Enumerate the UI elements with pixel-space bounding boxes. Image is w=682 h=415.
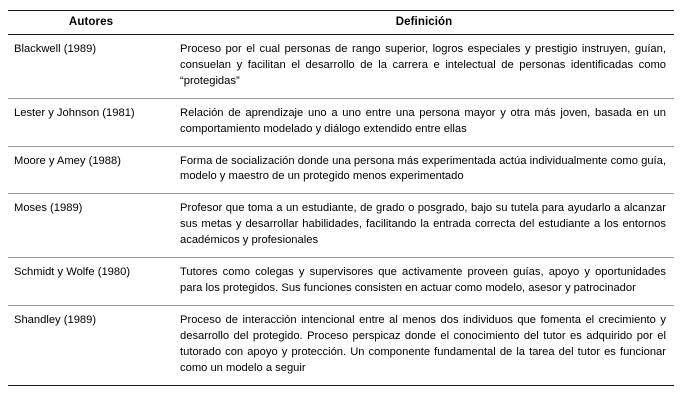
cell-definicion: Forma de socialización donde una persona más experimentada actúa individualmente como guía, modelo y maestro de un protegido menos experimentado (174, 146, 674, 194)
cell-autor: Lester y Johnson (1981) (8, 98, 174, 146)
table-row (8, 258, 674, 306)
column-header-autores-label: Autores (68, 16, 114, 28)
cell-definicion: Relación de aprendizaje uno a uno entre una persona mayor y otra más joven, basada en un comportamiento modelado y diálogo extendido entre ellas (174, 98, 674, 146)
table-row (8, 98, 674, 146)
cell-autor: Moore y Amey (1988) (8, 146, 174, 194)
column-header-autores (8, 11, 174, 35)
cell-definicion: Profesor que toma a un estudiante, de grado o posgrado, bajo su tutela para ayudarlo a alcanzar sus metas y desarrollar habilidades, facilitando la entrada correcta del estudiante a los entornos académicos y profesionales (174, 194, 674, 258)
cell-autor: Moses (1989) (8, 194, 174, 258)
table-body (8, 35, 674, 386)
column-header-definicion-label: Definición (395, 16, 453, 28)
table-row (8, 194, 674, 258)
cell-autor: Shandley (1989) (8, 305, 174, 385)
column-header-definicion (174, 11, 674, 35)
table-row (8, 305, 674, 385)
cell-definicion: Tutores como colegas y supervisores que activamente proveen guías, apoyo y oportunidades para los protegidos. Sus funciones consisten en actuar como modelo, asesor y patrocinador (174, 258, 674, 306)
cell-autor: Schmidt y Wolfe (1980) (8, 258, 174, 306)
cell-autor: Blackwell (1989) (8, 35, 174, 99)
table-row (8, 146, 674, 194)
table-row (8, 35, 674, 99)
table-header-row (8, 11, 674, 35)
table-header (8, 11, 674, 35)
cell-definicion: Proceso de interacción intencional entre al menos dos individuos que fomenta el crecimiento y desarrollo del protegido. Proceso perspicaz donde el conocimiento del tutor es adquirido por el tutorado con apoyo y protección. Un componente fundamental de la tarea del tutor es funcionar como un modelo a seguir (174, 305, 674, 385)
cell-definicion: Proceso por el cual personas de rango superior, logros especiales y prestigio instruyen, guían, consuelan y facilitan el desarrollo de la carrera e intelectual de personas identificadas como “protegidas” (174, 35, 674, 99)
definitions-table (8, 10, 674, 386)
